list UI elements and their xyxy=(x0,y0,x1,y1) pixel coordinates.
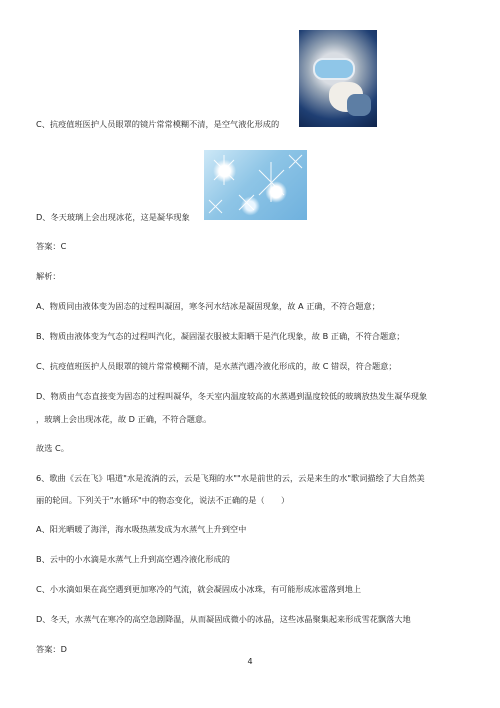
medical-worker-goggles-photo xyxy=(299,30,377,127)
q5-analysis-d-line2: ，玻璃上会出现冰花，故 D 正确，不符合题意。 xyxy=(36,414,212,424)
q6-option-d: D、冬天，水蒸气在寒冷的高空急剧降温，从而凝固成微小的冰晶，这些冰晶聚集起来形成雪花飘落大地 xyxy=(36,614,411,624)
q5-conclusion: 故选 C。 xyxy=(36,443,69,453)
q6-option-b: B、云中的小水滴是水蒸气上升到高空遇冷液化形成的 xyxy=(36,554,230,564)
glove-shape xyxy=(347,94,371,116)
q6-option-c: C、小水滴如果在高空遇到更加寒冷的气流，就会凝固成小冰珠，有可能形成冰雹落到地上 xyxy=(36,584,362,594)
frost-crystals xyxy=(204,150,307,220)
q5-analysis-b: B、物质由液体变为气态的过程叫汽化，凝固湿衣服被太阳晒干是汽化现象，故 B 正确，不符合题意； xyxy=(36,331,405,341)
q5-analysis-c: C、抗疫值班医护人员眼罩的镜片常常模糊不清，是水蒸汽遇冷液化形成的，故 C 错误，符合题意； xyxy=(36,361,397,371)
window-frost-pattern-photo xyxy=(204,150,307,220)
q5-analysis-title: 解析： xyxy=(36,271,61,281)
q5-option-d: D、冬天玻璃上会出现冰花，这是凝华现象 xyxy=(36,212,190,222)
q5-analysis-a: A、物质同由液体变为固态的过程叫凝固，寒冬河水结冰是凝固现象，故 A 正确，不符合题意； xyxy=(36,301,380,311)
q6-stem-line1: 6、歌曲《云在飞》唱道"水是流淌的云，云是飞翔的水""水是前世的云，云是来生的水"歌词描绘了大自然美 xyxy=(36,473,425,483)
q6-stem-line2: 丽的轮回。下列关于"水循环"中的物态变化，说法不正确的是（ ） xyxy=(36,495,290,505)
q5-option-c: C、抗疫值班医护人员眼罩的镜片常常模糊不清，是空气液化形成的 xyxy=(36,119,280,129)
q6-answer: 答案：D xyxy=(36,644,67,654)
q5-analysis-d-line1: D、物质由气态直接变为固态的过程叫凝华，冬天室内温度较高的水蒸遇到温度较低的玻璃放热发生凝华现象 xyxy=(36,391,428,401)
goggles-shape xyxy=(313,58,355,80)
q6-option-a: A、阳光晒暖了海洋，海水吸热蒸发成为水蒸气上升到空中 xyxy=(36,524,247,534)
page-number: 4 xyxy=(247,657,253,666)
q5-answer: 答案：C xyxy=(36,241,67,251)
